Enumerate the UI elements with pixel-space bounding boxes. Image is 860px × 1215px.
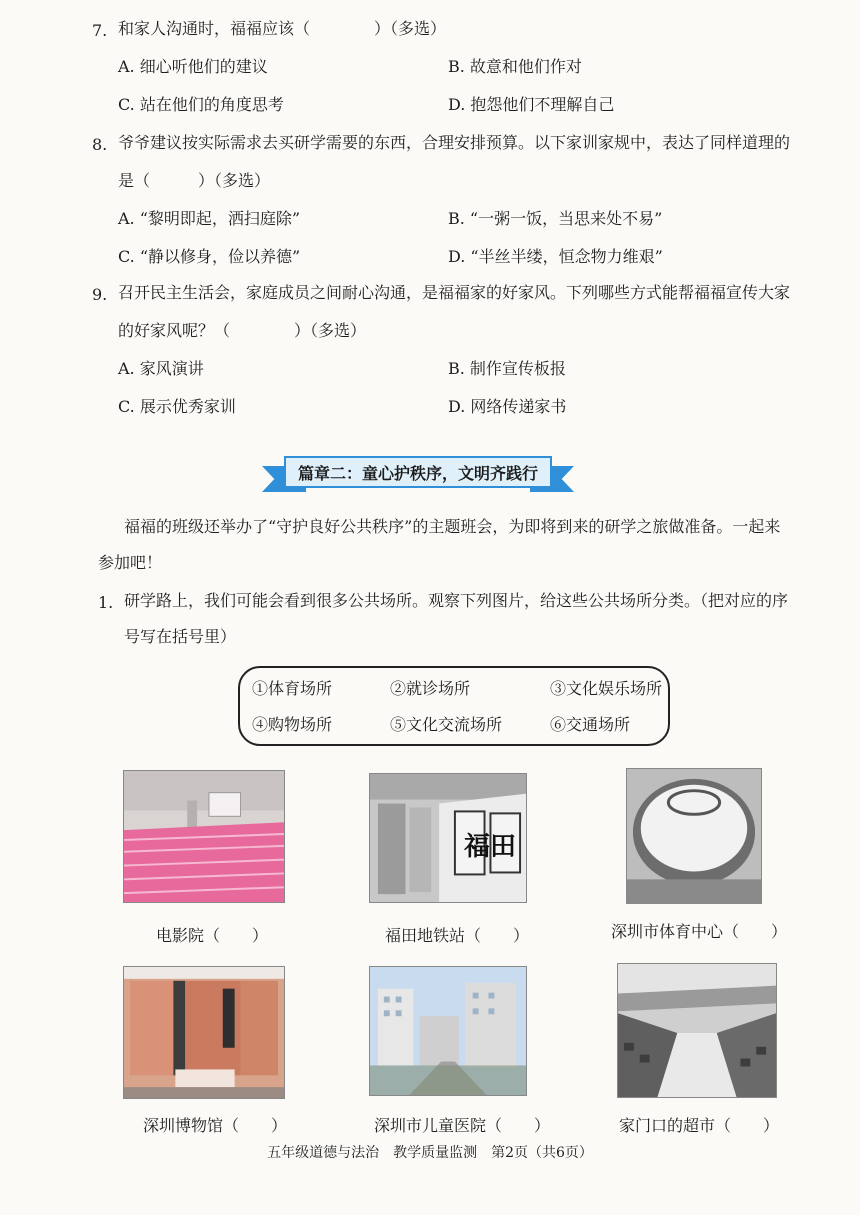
category-5: ⑤文化交流场所 <box>390 715 503 734</box>
q8-option-d: D. “半丝半缕，恒念物力维艰” <box>448 247 663 266</box>
q9-option-c: C. 展示优秀家训 <box>118 397 236 416</box>
section-banner <box>262 452 574 496</box>
q7-option-d: D. 抱怨他们不理解自己 <box>448 95 615 114</box>
sports-center-photo <box>626 768 762 904</box>
museum-photo <box>123 966 285 1099</box>
banner-title: 篇章二：童心护秩序，文明齐践行 <box>284 456 552 488</box>
q8-option-a: A. “黎明即起，洒扫庭除” <box>118 209 301 228</box>
cinema-photo <box>123 770 285 903</box>
section-question-1-number: 1. <box>98 593 114 612</box>
category-3: ③文化娱乐场所 <box>550 679 663 698</box>
subway-caption: 福田地铁站（ ） <box>385 926 530 945</box>
q9-option-d: D. 网络传递家书 <box>448 397 567 416</box>
section-question-1-stem-line2: 号写在括号里） <box>124 627 237 646</box>
q8-option-c: C. “静以修身，俭以养德” <box>118 247 301 266</box>
question-9-stem-line2: 的好家风呢？（ ）（多选） <box>118 321 367 340</box>
category-2: ②就诊场所 <box>390 679 471 698</box>
category-6: ⑥交通场所 <box>550 715 631 734</box>
q9-option-b: B. 制作宣传板报 <box>448 359 566 378</box>
question-7-stem: 和家人沟通时，福福应该（ ）（多选） <box>118 19 447 38</box>
supermarket-caption: 家门口的超市（ ） <box>619 1116 780 1135</box>
page-footer: 五年级道德与法治 教学质量监测 第2页（共6页） <box>267 1145 593 1161</box>
question-8-stem-line1: 爷爷建议按实际需求去买研学需要的东西，合理安排预算。以下家训家规中，表达了同样道理的 <box>118 133 791 152</box>
q7-option-c: C. 站在他们的角度思考 <box>118 95 284 114</box>
q8-option-b: B. “一粥一饭，当思来处不易” <box>448 209 663 228</box>
section-question-1-stem-line1: 研学路上，我们可能会看到很多公共场所。观察下列图片，给这些公共场所分类。（把对应的序 <box>124 591 789 610</box>
section-intro-line2: 参加吧！ <box>98 553 163 572</box>
question-9-number: 9. <box>92 285 108 304</box>
sports-center-caption: 深圳市体育中心（ ） <box>611 922 788 941</box>
category-1: ①体育场所 <box>252 679 333 698</box>
q7-option-b: B. 故意和他们作对 <box>448 57 582 76</box>
question-8-stem-line2: 是（ ）（多选） <box>118 171 271 190</box>
question-8-number: 8. <box>92 135 108 154</box>
subway-sign: 福田 <box>463 831 516 862</box>
q9-option-a: A. 家风演讲 <box>118 359 204 378</box>
section-intro-line1: 福福的班级还举办了“守护良好公共秩序”的主题班会，为即将到来的研学之旅做准备。一起来 <box>124 517 781 536</box>
question-9-stem-line1: 召开民主生活会，家庭成员之间耐心沟通，是福福家的好家风。下列哪些方式能帮福福宣传大家 <box>118 283 791 302</box>
cinema-caption: 电影院（ ） <box>156 926 269 945</box>
hospital-photo <box>369 966 527 1096</box>
q7-option-a: A. 细心听他们的建议 <box>118 57 268 76</box>
category-4: ④购物场所 <box>252 715 333 734</box>
category-box <box>238 666 670 746</box>
question-7-number: 7. <box>92 21 108 40</box>
museum-caption: 深圳博物馆（ ） <box>143 1116 288 1135</box>
subway-photo <box>369 773 527 903</box>
hospital-caption: 深圳市儿童医院（ ） <box>374 1116 551 1135</box>
supermarket-photo <box>617 963 777 1098</box>
